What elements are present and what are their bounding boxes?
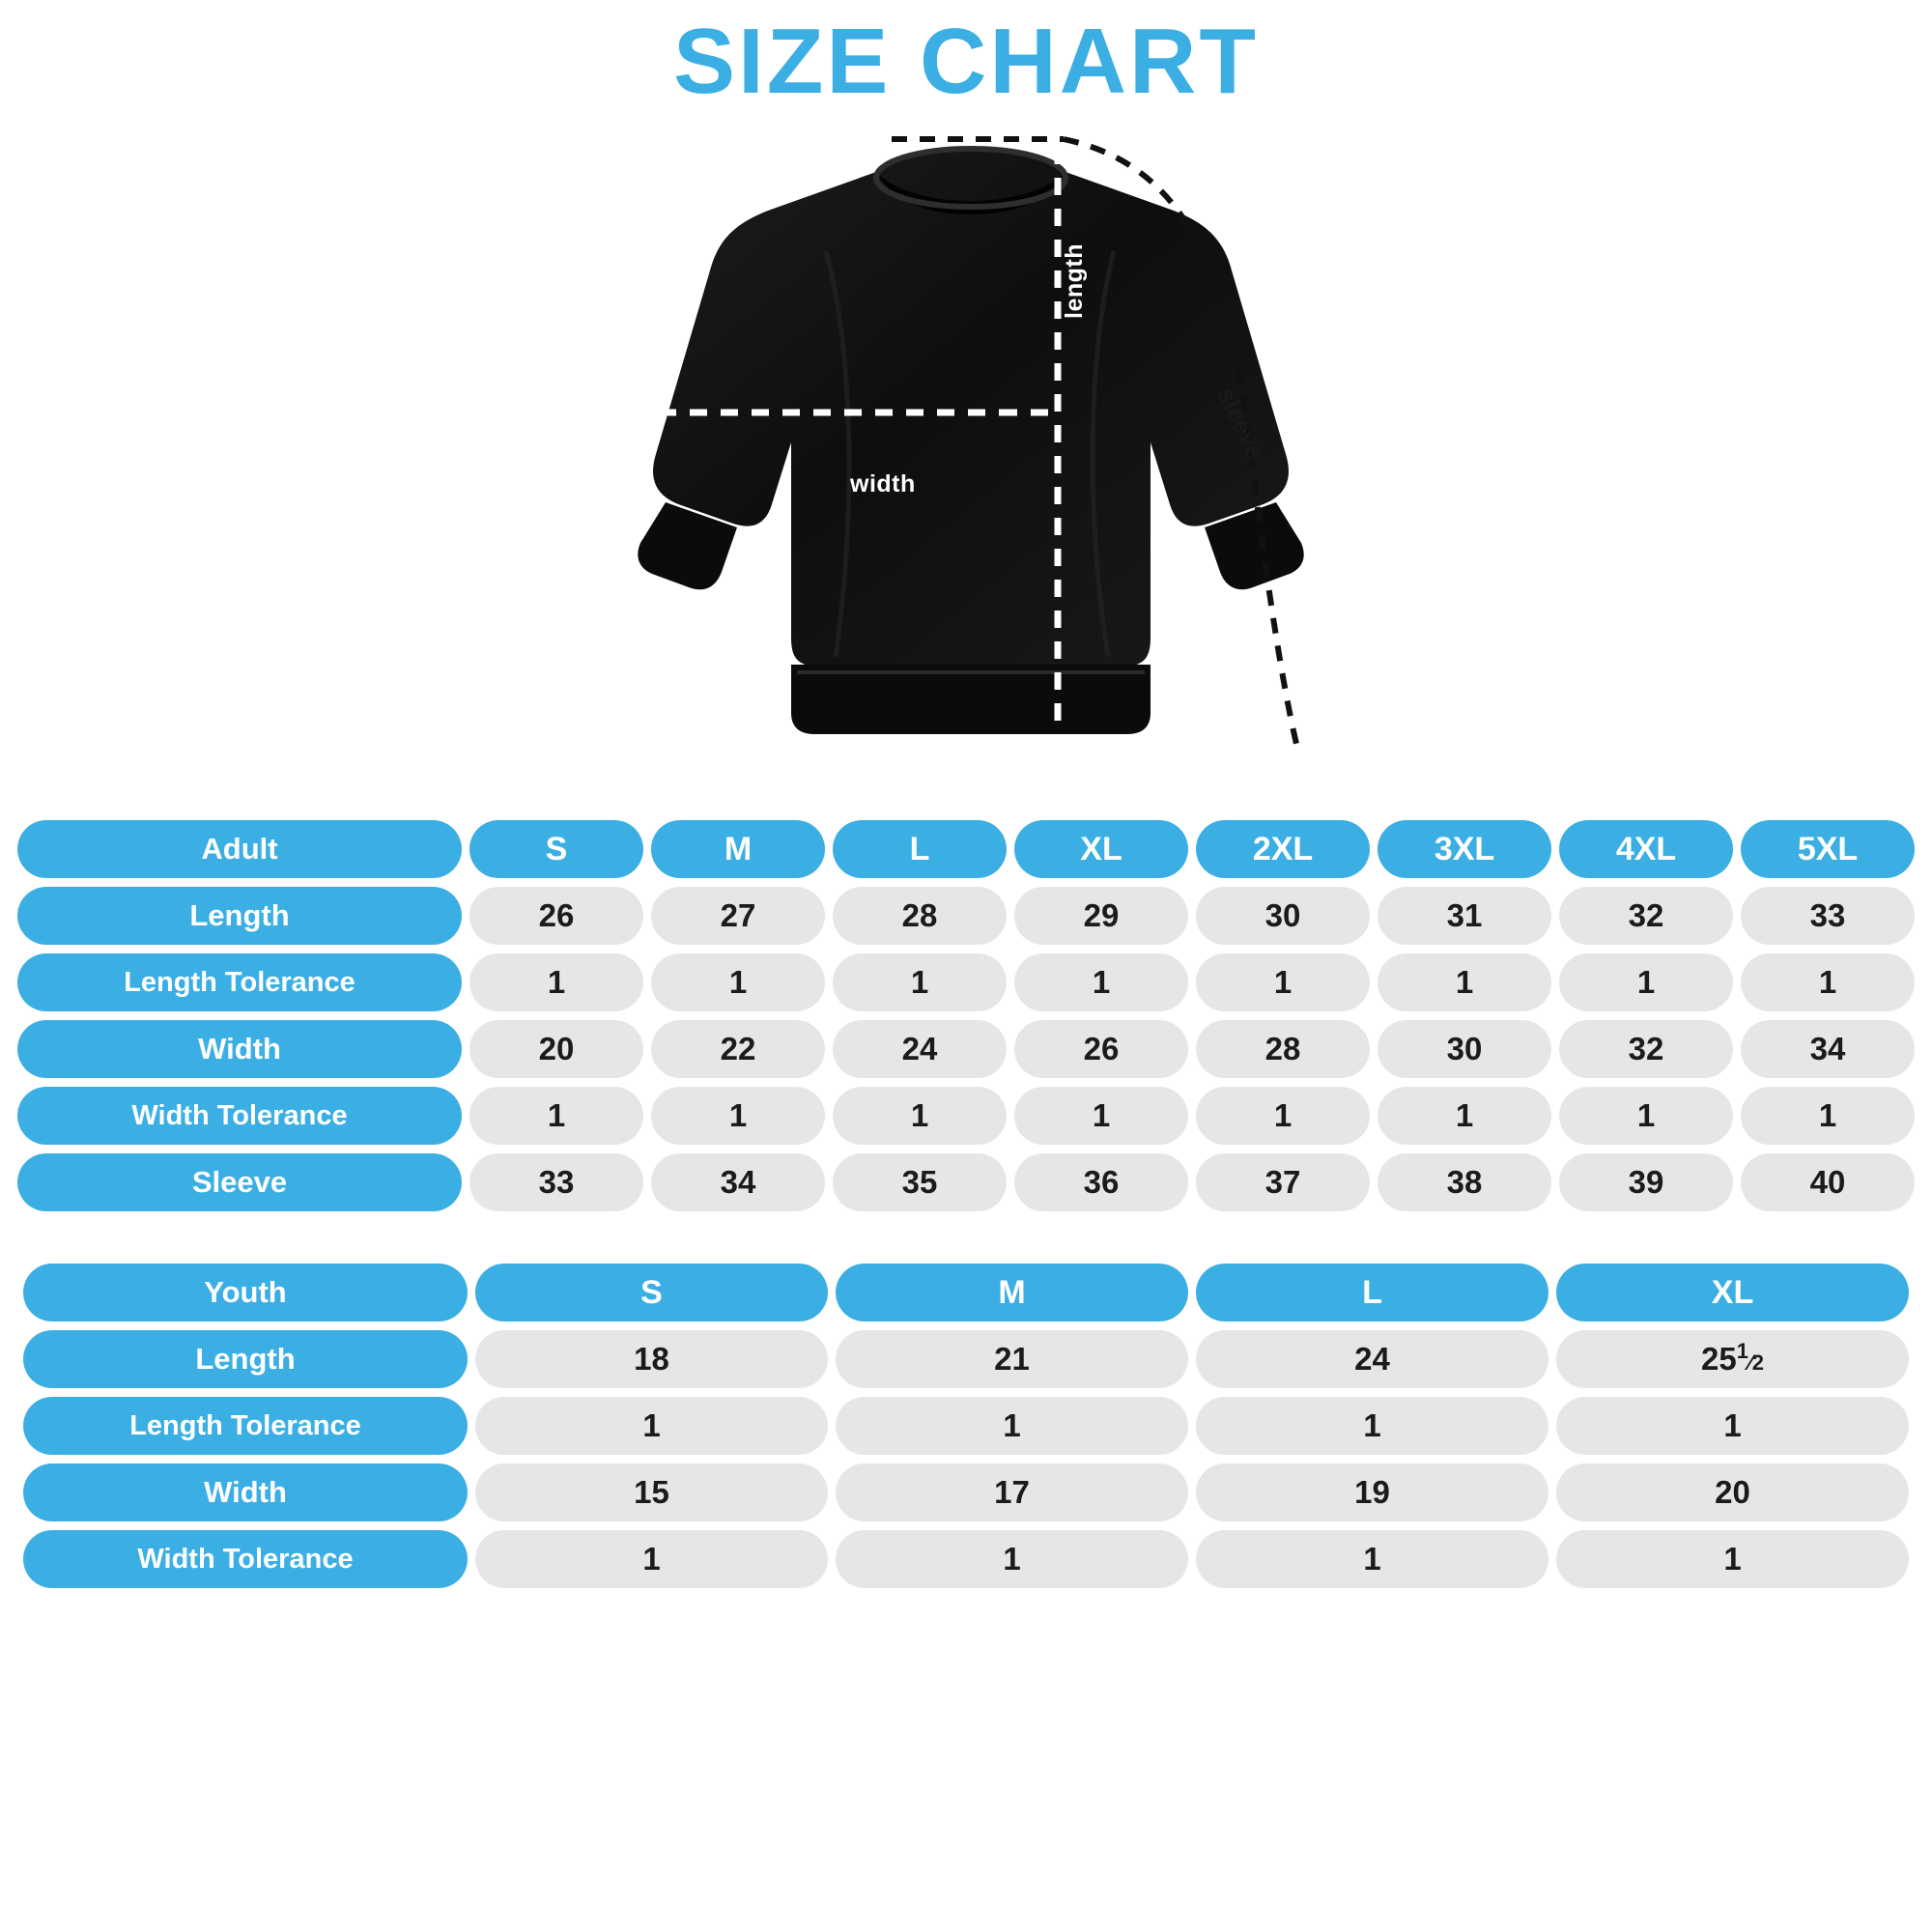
- row-label-adult-width-tolerance: Width Tolerance: [17, 1087, 462, 1145]
- cell-adult-length-5xl: 33: [1741, 887, 1915, 945]
- cell-adult-widthtol-m: 1: [651, 1087, 825, 1145]
- cell-adult-length-s: 26: [469, 887, 643, 945]
- cell-adult-length-xl: 29: [1014, 887, 1188, 945]
- youth-header-label: Youth: [23, 1264, 468, 1321]
- cell-youth-widthtol-s: 1: [475, 1530, 828, 1588]
- cell-youth-length-l: 24: [1196, 1330, 1548, 1388]
- cell-adult-width-s: 20: [469, 1020, 643, 1078]
- cell-adult-lengthtol-l: 1: [833, 953, 1007, 1011]
- row-label-adult-sleeve: Sleeve: [17, 1153, 462, 1211]
- cell-youth-widthtol-l: 1: [1196, 1530, 1548, 1588]
- page-title: SIZE CHART: [673, 10, 1259, 113]
- table-row: [23, 1530, 1909, 1588]
- garment-illustration: [0, 111, 1932, 778]
- cell-adult-width-5xl: 34: [1741, 1020, 1915, 1078]
- size-header-l: L: [833, 820, 1007, 878]
- cell-youth-width-s: 15: [475, 1463, 828, 1521]
- table-row: [17, 953, 1915, 1011]
- row-label-youth-width: Width: [23, 1463, 468, 1521]
- cell-adult-sleeve-m: 34: [651, 1153, 825, 1211]
- cell-youth-lengthtol-m: 1: [836, 1397, 1188, 1455]
- length-measure-label: length: [1061, 242, 1088, 319]
- cell-adult-sleeve-xl: 36: [1014, 1153, 1188, 1211]
- cell-adult-sleeve-s: 33: [469, 1153, 643, 1211]
- cell-adult-sleeve-2xl: 37: [1196, 1153, 1370, 1211]
- cell-adult-sleeve-5xl: 40: [1741, 1153, 1915, 1211]
- cell-adult-widthtol-2xl: 1: [1196, 1087, 1370, 1145]
- cell-adult-lengthtol-m: 1: [651, 953, 825, 1011]
- youth-size-header-l: L: [1196, 1264, 1548, 1321]
- cell-adult-width-4xl: 32: [1559, 1020, 1733, 1078]
- row-label-adult-length: Length: [17, 887, 462, 945]
- cell-adult-sleeve-l: 35: [833, 1153, 1007, 1211]
- cell-youth-widthtol-xl: 1: [1556, 1530, 1909, 1588]
- row-label-youth-length-tolerance: Length Tolerance: [23, 1397, 468, 1455]
- cell-adult-length-l: 28: [833, 887, 1007, 945]
- table-row: [17, 1153, 1915, 1211]
- cell-adult-width-m: 22: [651, 1020, 825, 1078]
- cell-adult-widthtol-4xl: 1: [1559, 1087, 1733, 1145]
- cell-youth-width-m: 17: [836, 1463, 1188, 1521]
- cell-youth-width-l: 19: [1196, 1463, 1548, 1521]
- row-label-youth-length: Length: [23, 1330, 468, 1388]
- size-header-5xl: 5XL: [1741, 820, 1915, 878]
- table-row: [23, 1463, 1909, 1521]
- size-header-s: S: [469, 820, 643, 878]
- size-header-m: M: [651, 820, 825, 878]
- size-header-2xl: 2XL: [1196, 820, 1370, 878]
- adult-size-table: [10, 811, 1922, 1220]
- row-label-youth-width-tolerance: Width Tolerance: [23, 1530, 468, 1588]
- sweatshirt-illustration: [633, 135, 1309, 773]
- cell-adult-widthtol-5xl: 1: [1741, 1087, 1915, 1145]
- cell-adult-lengthtol-5xl: 1: [1741, 953, 1915, 1011]
- cell-adult-lengthtol-2xl: 1: [1196, 953, 1370, 1011]
- table-row: [23, 1330, 1909, 1388]
- table-row: [17, 887, 1915, 945]
- cell-adult-length-2xl: 30: [1196, 887, 1370, 945]
- table-row: [17, 820, 1915, 878]
- cell-adult-lengthtol-4xl: 1: [1559, 953, 1733, 1011]
- cell-adult-width-xl: 26: [1014, 1020, 1188, 1078]
- cell-adult-widthtol-l: 1: [833, 1087, 1007, 1145]
- youth-size-table: [15, 1255, 1917, 1597]
- size-header-4xl: 4XL: [1559, 820, 1733, 878]
- cell-adult-length-4xl: 32: [1559, 887, 1733, 945]
- size-header-xl: XL: [1014, 820, 1188, 878]
- cell-adult-lengthtol-s: 1: [469, 953, 643, 1011]
- cell-adult-width-2xl: 28: [1196, 1020, 1370, 1078]
- cell-adult-lengthtol-xl: 1: [1014, 953, 1188, 1011]
- cell-adult-sleeve-4xl: 39: [1559, 1153, 1733, 1211]
- cell-adult-widthtol-xl: 1: [1014, 1087, 1188, 1145]
- cell-adult-widthtol-s: 1: [469, 1087, 643, 1145]
- row-label-adult-width: Width: [17, 1020, 462, 1078]
- width-measure-label: width: [850, 469, 916, 497]
- cell-youth-lengthtol-s: 1: [475, 1397, 828, 1455]
- cell-adult-widthtol-3xl: 1: [1378, 1087, 1551, 1145]
- cell-adult-sleeve-3xl: 38: [1378, 1153, 1551, 1211]
- table-row: [17, 1020, 1915, 1078]
- table-row: [17, 1087, 1915, 1145]
- cell-adult-lengthtol-3xl: 1: [1378, 953, 1551, 1011]
- cell-youth-lengthtol-xl: 1: [1556, 1397, 1909, 1455]
- cell-adult-width-3xl: 30: [1378, 1020, 1551, 1078]
- size-tables: [0, 811, 1932, 1597]
- cell-youth-length-m: 21: [836, 1330, 1188, 1388]
- adult-header-label: Adult: [17, 820, 462, 878]
- table-row: [23, 1397, 1909, 1455]
- youth-size-header-s: S: [475, 1264, 828, 1321]
- cell-youth-widthtol-m: 1: [836, 1530, 1188, 1588]
- cell-youth-width-xl: 20: [1556, 1463, 1909, 1521]
- sleeve-measure-label: sleeve: [1211, 383, 1269, 465]
- table-row: [23, 1264, 1909, 1321]
- cell-adult-length-m: 27: [651, 887, 825, 945]
- size-header-3xl: 3XL: [1378, 820, 1551, 878]
- cell-youth-length-xl: $25^1⁄2$: [1556, 1330, 1909, 1388]
- cell-adult-width-l: 24: [833, 1020, 1007, 1078]
- row-label-adult-length-tolerance: Length Tolerance: [17, 953, 462, 1011]
- cell-adult-length-3xl: 31: [1378, 887, 1551, 945]
- youth-size-header-m: M: [836, 1264, 1188, 1321]
- cell-youth-length-s: 18: [475, 1330, 828, 1388]
- cell-youth-lengthtol-l: 1: [1196, 1397, 1548, 1455]
- youth-size-header-xl: XL: [1556, 1264, 1909, 1321]
